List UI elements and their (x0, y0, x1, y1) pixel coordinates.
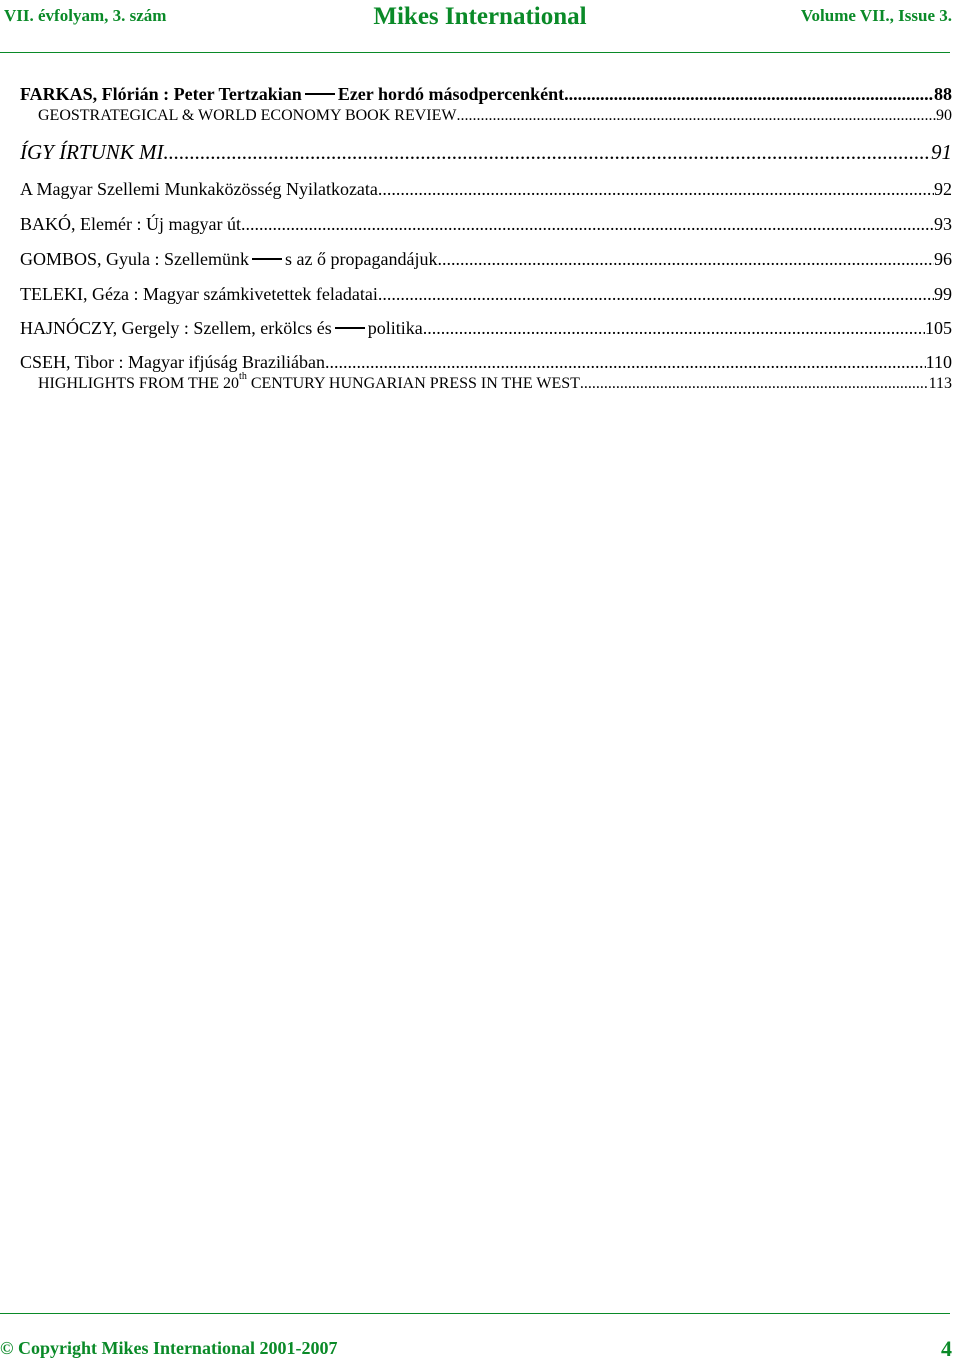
toc-entry-title: GEOSTRATEGICAL & WORLD ECONOMY BOOK REVIEW (38, 107, 457, 124)
toc-entry-title: HAJNÓCZY, Gergely : Szellem, erkölcs és politika (20, 318, 423, 338)
toc-entry-geostrategical[interactable] (38, 107, 952, 125)
em-dash (252, 258, 282, 260)
toc-leader-dots (378, 284, 934, 305)
toc-entry-title: ÍGY ÍRTUNK MI. (20, 140, 169, 164)
toc-entry-bako[interactable] (20, 214, 952, 235)
page-header (0, 0, 960, 40)
toc-page-number: 90 (936, 107, 952, 124)
toc-entry-title: BAKÓ, Elemér : Új magyar út (20, 214, 241, 234)
page-number: 4 (941, 1336, 952, 1361)
copyright-notice: © Copyright Mikes International 2001-2007 (0, 1338, 338, 1358)
toc-page-number: 91 (931, 140, 952, 164)
header-divider (0, 52, 950, 53)
toc-entry-farkas[interactable] (20, 84, 952, 105)
toc-page-number: 113 (928, 375, 952, 392)
toc-entry-title: A Magyar Szellemi Munkaközösség Nyilatkozata (20, 179, 378, 199)
footer-divider (0, 1313, 950, 1314)
toc-page-number: 99 (934, 284, 952, 304)
toc-entry-title: TELEKI, Géza : Magyar számkivetettek feladatai (20, 284, 378, 304)
toc-entry-teleki[interactable] (20, 284, 952, 305)
toc-page-number: 96 (934, 249, 952, 269)
toc-leader-dots (423, 318, 925, 339)
em-dash (305, 93, 335, 95)
toc-leader-dots (378, 179, 934, 200)
toc-page-number: 92 (934, 179, 952, 199)
toc-leader-dots (169, 140, 931, 165)
toc-entry-gombos[interactable] (20, 249, 952, 270)
toc-entry-title: FARKAS, Flórián : Peter Tertzakian Ezer hordó másodpercenként (20, 84, 565, 104)
toc-entry-cseh[interactable] (20, 352, 952, 373)
toc-entry-hajnoczy[interactable] (20, 318, 952, 339)
toc-leader-dots (325, 352, 926, 373)
toc-leader-dots (564, 84, 934, 105)
toc-entry-nyilatkozata[interactable] (20, 179, 952, 200)
toc-page-number: 110 (925, 352, 952, 372)
toc-entry-title: GOMBOS, Gyula : Szellemünk s az ő propagandájuk (20, 249, 438, 269)
header-issue-en: Volume VII., Issue 3. (800, 6, 952, 25)
toc-entry-title: CSEH, Tibor : Magyar ifjúság Braziliában (20, 352, 325, 372)
toc-entry-title: HIGHLIGHTS FROM THE 20th CENTURY HUNGARIAN PRESS IN THE WEST (38, 371, 580, 392)
toc-leader-dots (437, 249, 934, 270)
toc-page-number: 105 (925, 318, 952, 338)
toc-leader-dots (580, 375, 929, 393)
toc-entry-igy-irtunk-mi[interactable] (20, 140, 952, 165)
em-dash (335, 327, 365, 329)
toc-page-number: 93 (934, 214, 952, 234)
header-issue-hu: VII. évfolyam, 3. szám (4, 6, 167, 25)
toc-entry-highlights[interactable] (38, 371, 952, 393)
toc-leader-dots (241, 214, 934, 235)
header-journal-title: Mikes International (373, 3, 587, 30)
toc-page-number: 88 (934, 84, 952, 104)
toc-leader-dots (457, 107, 937, 125)
